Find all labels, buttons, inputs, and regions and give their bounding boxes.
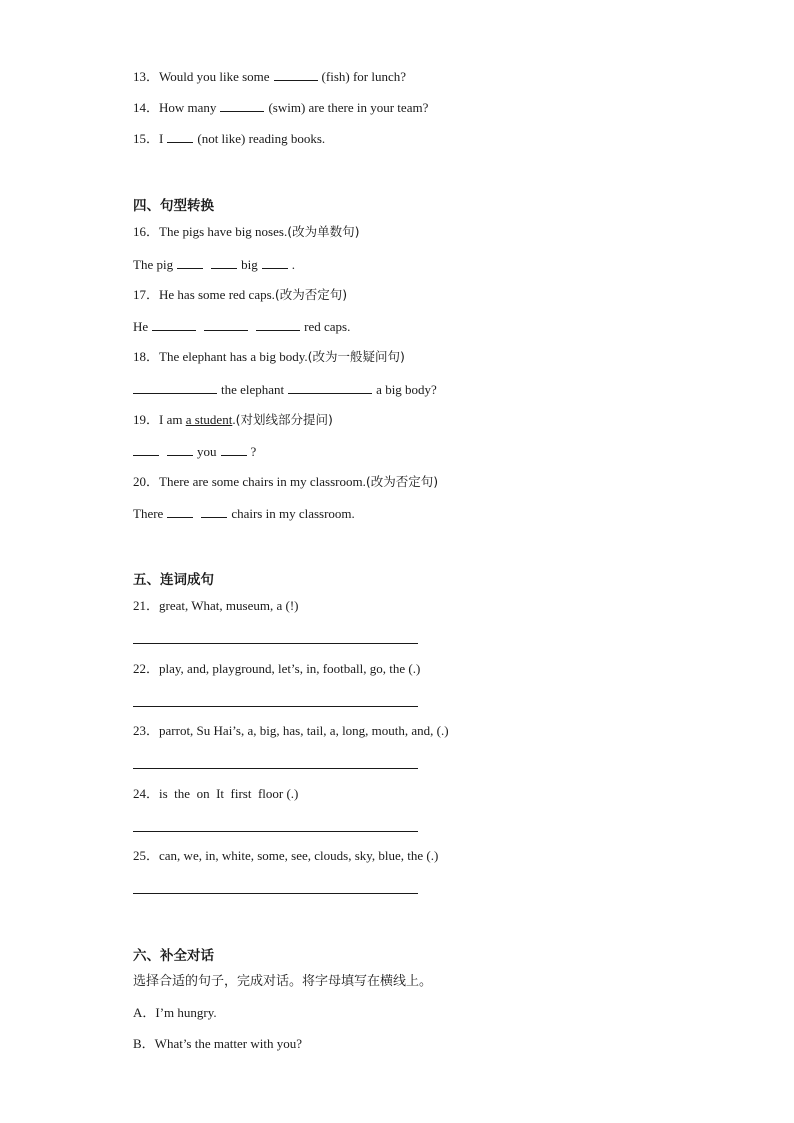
answer-blank[interactable]: [167, 443, 193, 456]
question-number: 20．: [133, 474, 160, 489]
answer-text: The pig: [133, 257, 174, 272]
answer-text: He: [133, 319, 149, 334]
answer-text: red caps.: [304, 319, 351, 334]
answer-blank[interactable]: [220, 99, 264, 112]
section-heading-5: 五、连词成句: [133, 572, 214, 588]
question-19: [133, 412, 333, 428]
question-number: 14．: [133, 100, 160, 115]
question-text: How many: [159, 100, 217, 115]
section-instruction: 选择合适的句子，完成对话。将字母填写在横线上。: [133, 974, 433, 989]
answer-text: ?: [250, 444, 257, 459]
answer-blank[interactable]: [152, 318, 196, 331]
question-number: 22．: [133, 661, 160, 676]
question-text: is the on It first floor (.): [159, 786, 299, 801]
question-number: 19．: [133, 412, 160, 427]
question-text: Would you like some: [159, 69, 270, 84]
answer-line-23[interactable]: [133, 768, 418, 769]
answer-blank[interactable]: [167, 130, 193, 143]
question-text: I: [159, 131, 164, 146]
question-text: (swim) are there in your team?: [268, 100, 429, 115]
option-a: A．I’m hungry.: [133, 1005, 217, 1020]
answer-line-18: [133, 381, 437, 398]
question-text: play, and, playground, let’s, in, football, go, the (.): [159, 661, 421, 676]
answer-line-25[interactable]: [133, 893, 418, 894]
option-b: B．What’s the matter with you?: [133, 1036, 302, 1051]
answer-blank[interactable]: [167, 505, 193, 518]
answer-text: you: [197, 444, 217, 459]
answer-blank[interactable]: [133, 381, 217, 394]
answer-blank[interactable]: [288, 381, 372, 394]
question-instruction: (改为否定句): [274, 287, 348, 302]
question-text: great, What, museum, a (!): [159, 598, 299, 613]
question-21: [133, 598, 298, 614]
question-text: parrot, Su Hai’s, a, big, has, tail, a, long, mouth, and, (.): [159, 723, 449, 738]
answer-blank[interactable]: [204, 318, 248, 331]
answer-blank[interactable]: [133, 443, 159, 456]
question-number: 24．: [133, 786, 160, 801]
answer-line-17: [133, 318, 350, 335]
answer-line-16: The pig big .: [133, 257, 295, 272]
question-text: (fish) for lunch?: [321, 69, 407, 84]
question-text: (not like) reading books.: [197, 131, 326, 146]
question-number: 15．: [133, 131, 160, 146]
question-17: [133, 287, 347, 303]
section-heading-6: 六、补全对话: [133, 948, 214, 964]
question-text: The elephant has a big body.: [159, 349, 308, 364]
answer-blank[interactable]: [262, 256, 288, 269]
answer-text: the elephant: [221, 382, 285, 397]
question-text: There are some chairs in my classroom.: [159, 474, 366, 489]
question-22: [133, 661, 420, 677]
answer-line-22[interactable]: [133, 706, 418, 707]
answer-text: chairs in my classroom.: [231, 506, 355, 521]
question-16: [133, 224, 359, 240]
question-23: [133, 723, 449, 739]
answer-text: There: [133, 506, 164, 521]
question-15: [133, 130, 325, 147]
answer-line-20: [133, 505, 355, 522]
question-20: [133, 474, 438, 490]
answer-line-24[interactable]: [133, 831, 418, 832]
question-number: 17．: [133, 287, 160, 302]
answer-line-19: [133, 443, 256, 460]
answer-blank[interactable]: [177, 256, 203, 269]
question-number: 13．: [133, 69, 160, 84]
answer-line-21[interactable]: [133, 643, 418, 644]
question-number: 23．: [133, 723, 160, 738]
question-text: I am: [159, 412, 183, 427]
question-text: .: [232, 412, 236, 427]
question-text: can, we, in, white, some, see, clouds, sky, blue, the (.): [159, 848, 439, 863]
question-text: The pigs have big noses.: [159, 224, 288, 239]
answer-blank[interactable]: [211, 256, 237, 269]
question-18: [133, 349, 405, 365]
answer-text: a big body?: [376, 382, 437, 397]
question-instruction: (改为否定句): [365, 474, 439, 489]
answer-text: big: [241, 257, 258, 272]
question-number: 25．: [133, 848, 160, 863]
question-number: 21．: [133, 598, 160, 613]
answer-blank[interactable]: [274, 68, 318, 81]
section-heading-4: 四、句型转换: [133, 198, 214, 214]
answer-blank[interactable]: [221, 443, 247, 456]
question-24: [133, 786, 298, 802]
answer-blank[interactable]: [201, 505, 227, 518]
question-text: He has some red caps.: [159, 287, 275, 302]
question-instruction: (改为一般疑问句): [307, 349, 405, 364]
question-number: 16．: [133, 224, 160, 239]
question-instruction: (改为单数句): [287, 224, 360, 239]
answer-blank[interactable]: [256, 318, 300, 331]
question-number: 18．: [133, 349, 160, 364]
question-25: [133, 848, 438, 864]
question-13: [133, 68, 406, 85]
question-instruction: (对划线部分提问): [235, 412, 333, 427]
underlined-text: a student: [185, 412, 233, 427]
question-14: [133, 99, 428, 116]
